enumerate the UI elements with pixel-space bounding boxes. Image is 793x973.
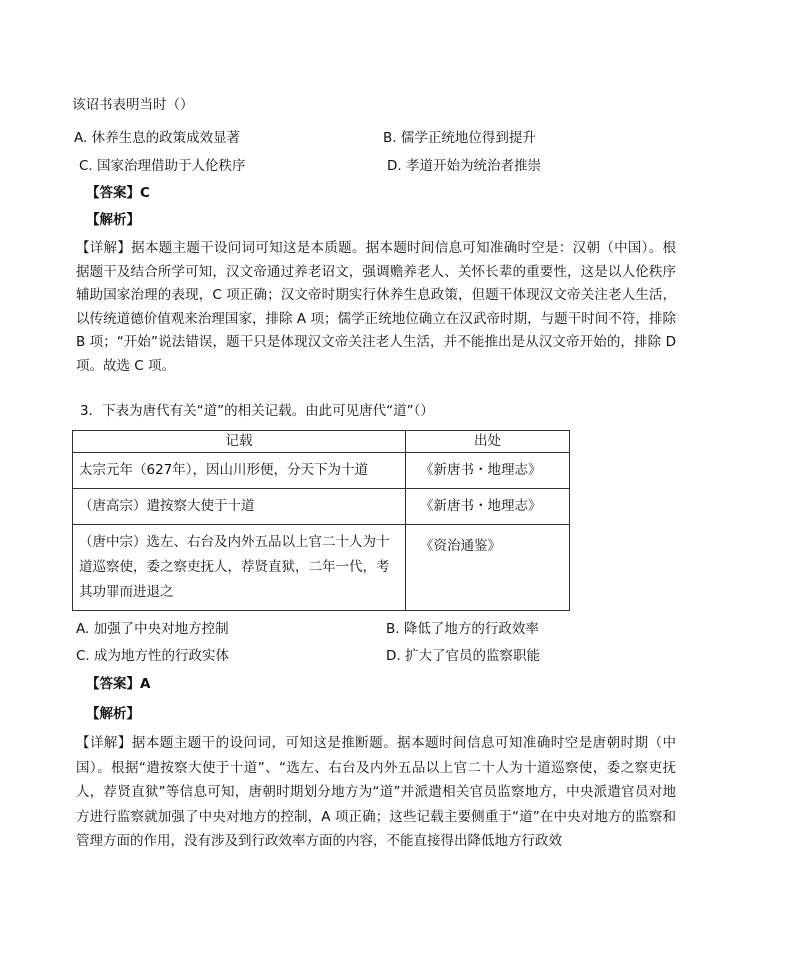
table-row bbox=[73, 453, 570, 489]
source-cell: 《新唐书・地理志》 bbox=[406, 453, 570, 489]
option-c: C. 国家治理借助于人伦秩序 bbox=[79, 158, 246, 174]
option-a: A. 加强了中央对地方控制 bbox=[76, 621, 229, 637]
detail-paragraph bbox=[76, 237, 676, 378]
question-stem: 3．下表为唐代有关“道”的相关记载。由此可见唐代“道”（） bbox=[80, 403, 434, 419]
column-header-record: 记载 bbox=[73, 431, 406, 453]
analysis-label: 【解析】 bbox=[86, 212, 140, 228]
detail-paragraph bbox=[76, 731, 676, 854]
option-c: C. 成为地方性的行政实体 bbox=[76, 648, 230, 664]
record-cell: （唐中宗）选左、右台及内外五品以上官二十人为十道巡察使，委之察吏抚人，荐贤直狱，二年一代，考其功罪而进退之 bbox=[73, 525, 406, 611]
table-row bbox=[73, 525, 570, 611]
option-d: D. 扩大了官员的监察职能 bbox=[386, 648, 540, 664]
detail-text: 【详解】据本题主题干的设问词，可知这是推断题。据本题时间信息可知准确时空是唐朝时期（中国）。根据“遣按察大使于十道”、“选左、右台及内外五品以上官二十人为十道巡察使，委之察吏抚人，荐贤直狱”等信息可知，唐朝时期划分地方为“道”并派遣相关官员监察地方，中央派遣官员对地方进行监察就加强了中央对地方的控制，A 项正确；这些记载主要侧重于“道”在中央对地方的监察和管理方面的作用，没有涉及到行政效率方面的内容，不能直接得出降低地方行政效 bbox=[76, 735, 676, 849]
detail-text: 【详解】据本题主题干设问词可知这是本质题。据本题时间信息可知准确时空是：汉朝（中国）。根据题干及结合所学可知，汉文帝通过养老诏文，强调赡养老人、关怀长辈的重要性，这是以人伦秩序辅助国家治理的表现，C 项正确；汉文帝时期实行休养生息政策，但题干体现汉文帝关注老人生活，以传统道德价值观来治理国家，排除 A 项；儒学正统地位确立在汉武帝时期，与题干时间不符，排除 B 项；“开始”说法错误，题干只是体现汉文帝关注老人生活，并不能推出是从汉文帝开始的，排除 D 项。故选 C 项。 bbox=[76, 240, 676, 374]
record-cell: 太宗元年（627年），因山川形便，分天下为十道 bbox=[73, 453, 406, 489]
answer-label: 【答案】C bbox=[86, 185, 150, 201]
option-b: B. 降低了地方的行政效率 bbox=[386, 621, 539, 637]
question-stem: 该诏书表明当时（） bbox=[72, 97, 194, 113]
table-header-row bbox=[73, 431, 570, 453]
analysis-label: 【解析】 bbox=[86, 706, 140, 722]
column-header-source: 出处 bbox=[406, 431, 570, 453]
option-b: B. 儒学正统地位得到提升 bbox=[383, 130, 536, 146]
option-d: D. 孝道开始为统治者推崇 bbox=[387, 158, 541, 174]
records-table bbox=[72, 430, 570, 611]
source-cell: 《资治通鉴》 bbox=[406, 525, 570, 611]
table-row bbox=[73, 489, 570, 525]
answer-label: 【答案】A bbox=[86, 676, 151, 692]
record-cell: （唐高宗）遣按察大使于十道 bbox=[73, 489, 406, 525]
option-a: A. 休养生息的政策成效显著 bbox=[74, 130, 241, 146]
source-cell: 《新唐书・地理志》 bbox=[406, 489, 570, 525]
